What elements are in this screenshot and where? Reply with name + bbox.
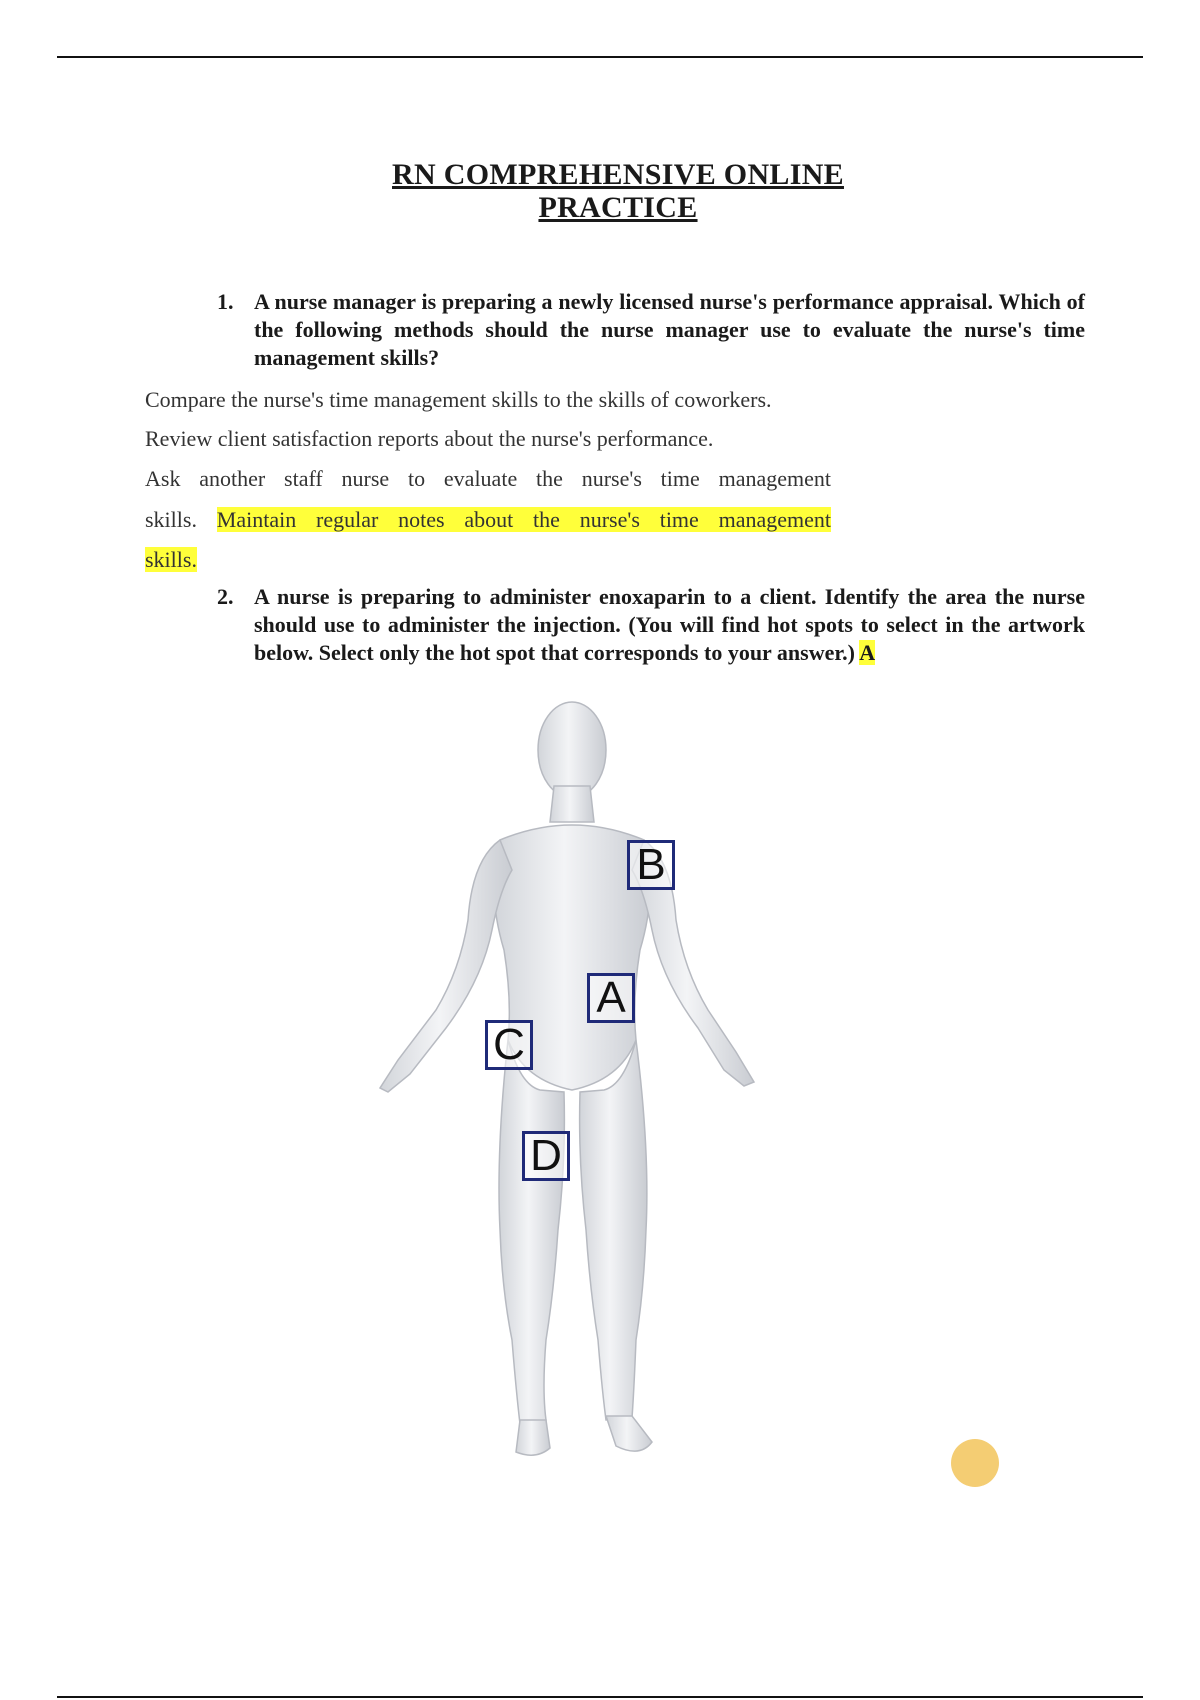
human-body-illustration — [340, 690, 760, 1480]
answer-option: Review client satisfaction reports about the nurse's performance. — [145, 426, 714, 451]
question-number: 1. — [217, 289, 234, 314]
question-2 — [217, 583, 1085, 667]
answer-option: Compare the nurse's time management skills to the skills of coworkers. — [145, 387, 772, 412]
highlighted-answer: Maintain regular notes about the nurse's time management — [216, 507, 832, 532]
answer-option: Ask another staff nurse to evaluate the nurse's time management — [145, 466, 831, 491]
title-line-1: RN COMPREHENSIVE ONLINE — [392, 158, 844, 191]
hotspot-c[interactable]: C — [485, 1020, 533, 1070]
answer-option-line — [145, 546, 831, 574]
question-answer: A — [859, 640, 876, 665]
question-1 — [217, 288, 1085, 372]
question-body: A nurse is preparing to administer enoxaparin to a client. Identify the area the nurse should use to administer the injection. (You will find hot spots to select in the artwork below. Select only the hot spot that corresponds to your answer.) — [254, 584, 1085, 665]
question-text: A nurse manager is preparing a newly licensed nurse's performance appraisal. Which of the following methods should the nurse manager use to evaluate the nurse's time management skills? — [254, 289, 1085, 370]
question-text — [254, 583, 1085, 667]
highlighted-answer-continued: skills. — [145, 547, 197, 572]
body-figure — [340, 690, 760, 1480]
document-title — [0, 158, 1200, 224]
answer-option: skills. — [145, 507, 197, 532]
question-number: 2. — [217, 584, 234, 609]
title-line-2: PRACTICE — [538, 191, 698, 224]
hotspot-d[interactable]: D — [522, 1131, 570, 1181]
top-rule — [57, 56, 1143, 58]
hotspot-b[interactable]: B — [627, 840, 675, 890]
hotspot-a[interactable]: A — [587, 973, 635, 1023]
decorative-dot — [951, 1439, 999, 1487]
bottom-rule — [57, 1696, 1143, 1698]
answer-option-line — [145, 506, 831, 534]
